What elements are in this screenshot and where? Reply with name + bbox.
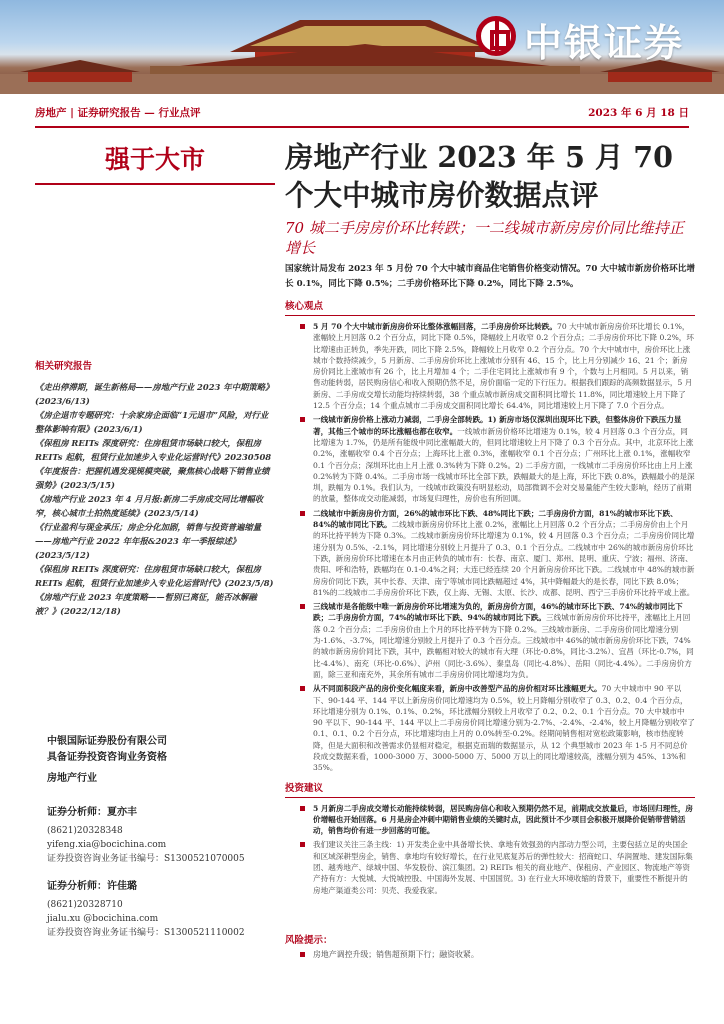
core-point-bold: 5 月 70 个大中城市新房房价环比整体涨幅回落，二手房房价环比转跌。 <box>313 322 557 331</box>
meta-bar <box>35 98 689 128</box>
analyst-license: 证券投资咨询业务证书编号：S1300521070005 <box>47 854 245 864</box>
rating-divider <box>35 183 275 185</box>
related-heading: 相关研究报告 <box>35 361 93 372</box>
firm-name: 中银国际证券股份有限公司 <box>47 736 167 747</box>
related-item[interactable]: 《保租房 REITs 深度研究：住房租赁市场缺口较大，保租房 REITs 起航，租赁行业加速步入专业化运营时代》20230508 <box>35 438 272 462</box>
related-item[interactable]: 《房地产行业 2023 年 4 月月报:新房二手房成交同比增幅收窄，核心城市土拍热度延续》(2023/5/14) <box>35 494 264 518</box>
analyst-card <box>47 880 277 940</box>
core-point-text: 三线城市新房房价环比持平，涨幅比上月回落 0.2 个百分点；二手房房价由上个月的环比持平转为下降 0.2%。三线城市新房、二手房房价同比增速分别为-1.6%、-3.7%，同比增速分别较上月提升了 0.3 个百分点。三线城市中 46%的城市新房房价环比下跌，74%的城市新房房价同比下跌，其中，跌幅相对较大的城市有大理（环比-0.8%，同比-3.2%）、宜昌（环比-0.7%，同比-4.4%）、南充（环比-0.6%）、泸州（同比-3.6%）、秦皇岛（同比-4.8%）、岳阳（同比-4.4%）。二手房房价方面，除三亚和南充外，其余所有城市二手房房价同比增速均为负。 <box>313 613 694 679</box>
related-item[interactable]: 《走出停滞期，诞生新格局——房地产行业 2023 年中期策略》(2023/6/13) <box>35 382 274 406</box>
related-item[interactable]: 《年度报告：把握机遇发现规模突破，聚焦核心战略下销售业绩强势》(2023/5/15) <box>35 466 270 490</box>
firm-qualification: 具备证券投资咨询业务资格 <box>47 751 167 763</box>
investment-point-text: 我们建议关注三条主线：1) 开发类企业中具备增长快、拿地有效强劲的内部动力型公司，主要包括立足的央国企和区域深耕型房企，销售、拿地均有较好增长，在行业见底复苏后的弹性较大：招商蛇口、华润置地、建发国际集团、越秀地产、绿城中国、华发股份、滨江集团。2) REITs 相关的商业地产、保租房、产业园区、物流地产等资产持有方：大悦城、大悦城控股、中国海外发展、中国国贸。3) 在行业大环境收缩的背景下，重要性不断提升的房地产渠道类公司：贝壳、我爱我家。 <box>313 840 693 895</box>
related-item[interactable]: 《房地产行业 2023 年度策略——暂别已离征，能否冰解融液？》(2022/12/18) <box>35 592 257 616</box>
analyst-name: 证券分析师：许佳璐 <box>47 881 137 892</box>
analyst-email[interactable]: jialu.xu @bocichina.com <box>47 914 159 924</box>
core-points-heading: 核心观点 <box>285 301 324 312</box>
analyst-email[interactable]: yifeng.xia@bocichina.com <box>47 840 167 850</box>
firm-sector: 房地产行业 <box>47 773 97 784</box>
firm-info <box>47 734 277 787</box>
main-content <box>285 138 695 899</box>
investment-point <box>285 839 695 895</box>
core-point-text: 70 大中城市新房房价环比增长 0.1%，涨幅较上月回落 0.2 个百分点，同比下降 0.5%，降幅较上月收窄 0.2 个百分点；二手房房价环比下降 0.2%，环比增速由正转负，季先开跌，同比下降 2.5%，降幅较上月收窄 0.2 个百分点。70 个大中城市中，房价环比上涨城市个数持续减少，5 月新房、二手房房价环比上涨城市分别有 46、15 个，比上月分别减少 16、21 个；新房房价同比上涨城市有 26 个，比上月增加 4 个；二手住宅同比上涨城市有 9 个，个数与上月相同。5 月以来，销售动能转弱，居民购房信心和收入预期仍然不足，房价面临一定的下行压力。根据我们跟踪的高频数据显示，5 月新房、二手房成交增长动能均持续转弱，38 个重点城市新房成交面积同比增长 11.8%，同比增速较上月下降了 12.5 个百分点；14 个重点城市二手房成交面积同比增长 64.4%，同比增速较上月下降了 7.0 个百分点。 <box>313 322 694 411</box>
risk-item: 房地产调控升级；销售超预期下行；融资收紧。 <box>285 949 695 961</box>
analyst-license: 证券投资咨询业务证书编号：S1300521110002 <box>47 928 245 938</box>
analyst-phone: (8621)20328348 <box>47 826 123 836</box>
core-point-text: 70 大中城市中 90 平以下、90-144 平、144 平以上新房房价同比增速均为 0.5%，较上月降幅分别收窄了 0.3、0.2、0.4 个百分点，环比增速分别为 0.1%、0.1%、0.2%，环比涨幅分别较上月收窄了 0.2、0.2、0.1 个百分点。70 大中城市中 90 平以下、90-144 平、144 平以上二手房房价同比增速分别为-2.7%、-2.4%、-2.4%，较上月降幅分别收窄了 0.1、0.1、0.2 个百分点，环比增速均由上月的 0.0%转至-0.2%。经期间销售相对宽松政策影响，核市热度转降，但是大面积和改善需求仍显相对稳定，根据克而瑞的数据显示，从 12 个典型城市 2023 年 1-5 月不同总价段成交数据来看，1000-3000 万、3000-5000 万、5000 万以上的同比增速较高，涨幅分别为 45%、13%和 35%。 <box>313 684 695 773</box>
boc-logo-icon <box>476 16 516 56</box>
related-item[interactable]: 《房企退市专题研究：十余家房企面临“1元退市”风险，对行业整体影响有限》(2023/6/1) <box>35 410 269 434</box>
core-point <box>285 508 695 598</box>
brand-logo-text: 中银证券 <box>524 21 685 65</box>
header-banner <box>0 0 724 94</box>
section-divider <box>285 797 695 798</box>
report-lead: 国家统计局发布 2023 年 5 月份 70 个大中城市商品住宅销售价格变动情况。70 大中城市新房价格环比增长 0.1%，同比下降 0.5%；二手房价格环比下降 0.2%，同比下降 2.5%。 <box>285 264 695 289</box>
core-point <box>285 601 695 680</box>
report-title: 房地产行业 2023 年 5 月 70 个大中城市房价数据点评 <box>285 140 673 212</box>
section-divider <box>285 315 695 316</box>
rating-label: 强于大市 <box>104 145 205 174</box>
related-item[interactable]: 《行业盈利与现金承压；房企分化加剧，销售与投资普遍缩量——房地产行业 2022 年年报&2023 年一季报综述》(2023/5/12) <box>35 522 262 560</box>
analyst-name: 证券分析师：夏亦丰 <box>47 807 137 818</box>
core-point <box>285 321 695 411</box>
risk-section <box>285 926 695 964</box>
investment-point <box>285 803 695 837</box>
report-date: 2023 年 6 月 18 日 <box>588 106 689 119</box>
report-subtitle: 70 城二手房房价环比转跌；一二线城市新房房价同比维持正增长 <box>285 219 684 257</box>
core-point-bold: 从不同面积段产品的房价变化幅度来看，新房中改善型产品的房价相对环比涨幅更大。 <box>313 684 602 694</box>
analyst-card <box>47 806 277 866</box>
core-point-bold: 三线城市是各能级中唯一新房房价环比增速为负的，新房房价方面，46%的城市环比下跌、74%的城市同比下跌；二手房房价方面，74%的城市环比下跌、94%的城市同比下跌。 <box>313 602 683 623</box>
core-point-bold: 二线城市中新房房价方面，26%的城市环比下跌、48%同比下跌；二手房房价方面，81%的城市环比下跌、84%的城市同比下跌。 <box>313 508 678 530</box>
analyst-phone: (8621)20328710 <box>47 900 123 910</box>
core-point-text: 一线城市新房价格环比增速为 0.1%，较 4 月回落 0.3 个百分点，同比增速为 1.7%，仍是所有能级中同比涨幅最大的，但同比增速较上月下降了 0.3 个百分点。其中，北京环比上涨 0.2%，涨幅收窄 0.4 个百分点；上海环比上涨 0.3%，涨幅收窄 0.1 个百分点；广州环比上涨 0.1%，涨幅收窄 0.1 个百分点；深圳环比由上月上涨 0.3%转为下降 0.2%。2) 二手房方面，一线城市二手房房价环比由上月上涨 0.2%转为下降 0.4%。二手房市场一线城市环比全部下跌，跌幅最大的是上海，环比下跌 0.8%，跌幅最小的是深圳，跌幅为 0.1%。我们认为，一线城市政策没有明显松动，局部微调不会对交易量能产生较大影响，经历了前期的放量，整体成交动能减弱，市场复归理性，房价也有所回调。 <box>313 426 695 504</box>
core-point <box>285 683 695 773</box>
related-item[interactable]: 《保租房 REITs 深度研究：住房租赁市场缺口较大，保租房 REITs 起航，租赁行业加速步入专业化运营时代》(2023/5/8) <box>35 564 274 588</box>
investment-heading: 投资建议 <box>285 782 324 794</box>
core-point-text: 二线城市新房房价环比上涨 0.2%，涨幅比上月回落 0.2 个百分点；二手房房价由上个月的环比持平转为下降 0.3%。二线城市新房房价环比增速为 0.1%，较 4 月回落 0.3 个百分点；二手房房价同比增速分别为 0.5%、-2.1%，同比增速分别较上月提升了 0.3、0.1 个百分点。二线城市中 26%的城市新房房价环比下跌，新房房价环比增速在本月由正转负的城市有：长春、南京、厦门、郑州、昆明、重庆、宁波；福州、济南、贵阳、呼和浩特，跌幅均在 0.1-0.4%之间；大连已经连续 20 个月新房房价环比下跌。二线城市中 48%的城市新房房价同比下跌，其中长春、天津、南宁等城市同比跌幅超过 4%，其中降幅最大的是长春，同比下跌 8.0%；81%的二线城市二手房房价环比下跌，仅上海、无锡、太原、长沙、成都、昆明、西宁三手房价环比持平或上涨。 <box>313 520 695 597</box>
report-category: 房地产 | 证券研究报告 — 行业点评 <box>35 106 201 119</box>
investment-point-bold: 5 月新房二手房成交增长动能持续转弱，居民购房信心和收入预期仍然不足，前期成交放量后，市场回归理性，房价增幅也开始回落。6 月是房企冲刺中期销售业绩的关键时点，因此预计不少项目会积极开展降价促销带营销活动，销售均价有进一步回落的可能。 <box>313 803 694 836</box>
core-point <box>285 414 695 504</box>
risk-heading: 风险提示： <box>285 935 333 946</box>
core-point-bold: 一线城市新房价格上涨动力减弱，二手房全部转跌。1) 新房市场仅深圳出现环比下跌，但整体房价下跌压力显著，其他三个城市的环比涨幅也都在收窄。 <box>313 415 682 436</box>
related-reports <box>35 360 275 618</box>
